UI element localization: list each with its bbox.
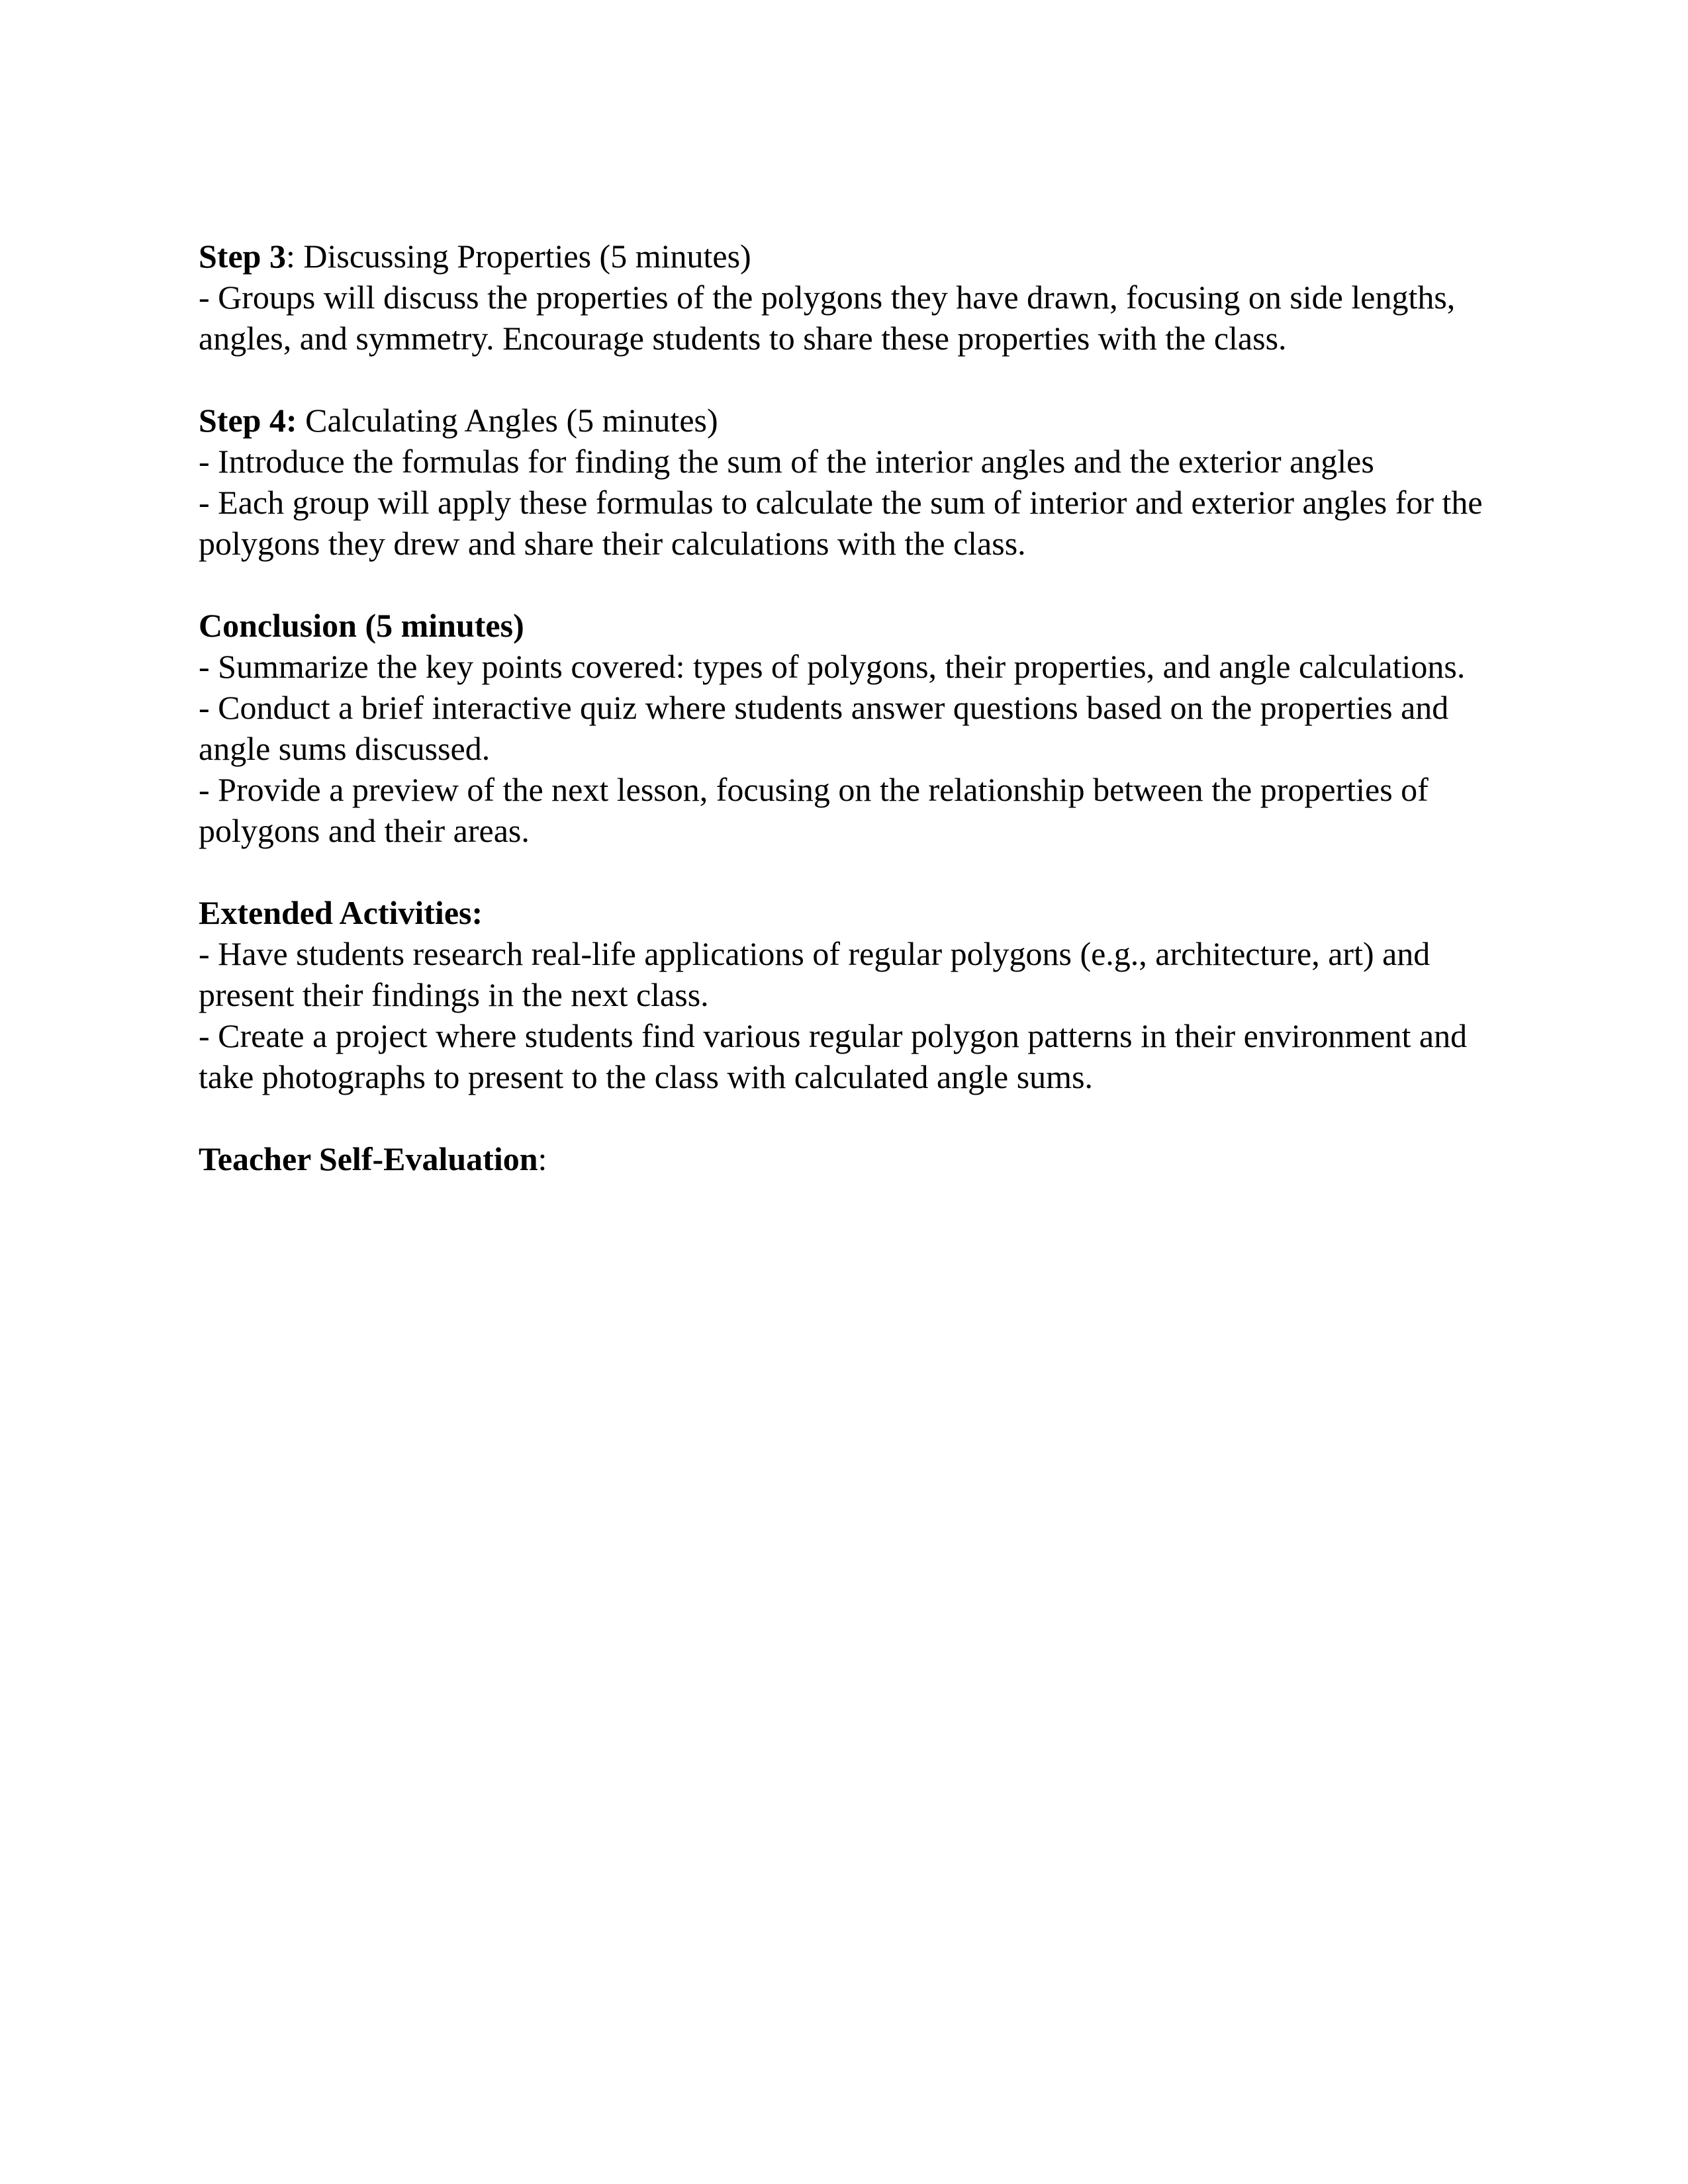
text-line: - Conduct a brief interactive quiz where students answer questions based on the properties and (199, 689, 1449, 726)
heading-bold-text: Conclusion (5 minutes) (199, 607, 524, 644)
section-conclusion (199, 605, 1509, 851)
section-heading (199, 400, 1509, 441)
text-line: - Have students research real-life applications of regular polygons (e.g., architecture, art) and (199, 935, 1430, 972)
text-line: - Each group will apply these formulas to calculate the sum of interior and exterior angles for the (199, 484, 1483, 521)
section-heading (199, 1138, 1509, 1179)
text-line: present their findings in the next class. (199, 976, 709, 1013)
text-line: angles, and symmetry. Encourage students to share these properties with the class. (199, 320, 1287, 357)
section-heading (199, 605, 1509, 646)
section-teacher-self-evaluation (199, 1138, 1509, 1179)
heading-bold-text: Teacher Self-Evaluation (199, 1140, 538, 1177)
section-heading (199, 236, 1509, 277)
text-line: - Introduce the formulas for finding the sum of the interior angles and the exterior angles (199, 443, 1374, 480)
text-line: - Groups will discuss the properties of the polygons they have drawn, focusing on side lengths, (199, 279, 1456, 316)
section-heading (199, 892, 1509, 933)
text-line: angle sums discussed. (199, 730, 491, 767)
section-step-3 (199, 236, 1509, 359)
text-line: polygons and their areas. (199, 812, 530, 849)
text-line: - Create a project where students find various regular polygon patterns in their environment and (199, 1017, 1468, 1054)
document-content (199, 236, 1509, 1179)
heading-bold-text: Extended Activities: (199, 894, 483, 931)
text-line: take photographs to present to the class with calculated angle sums. (199, 1058, 1094, 1095)
heading-rest-text: Calculating Angles (5 minutes) (297, 402, 718, 439)
text-line: polygons they drew and share their calculations with the class. (199, 525, 1026, 562)
text-line: - Provide a preview of the next lesson, focusing on the relationship between the properties of (199, 771, 1429, 808)
section-extended-activities (199, 892, 1509, 1097)
heading-rest-text: : Discussing Properties (5 minutes) (285, 238, 751, 275)
heading-bold-text: Step 4: (199, 402, 297, 439)
heading-rest-text: : (538, 1140, 547, 1177)
text-line: - Summarize the key points covered: types of polygons, their properties, and angle calculations. (199, 648, 1466, 685)
section-step-4 (199, 400, 1509, 564)
heading-bold-text: Step 3 (199, 238, 286, 275)
